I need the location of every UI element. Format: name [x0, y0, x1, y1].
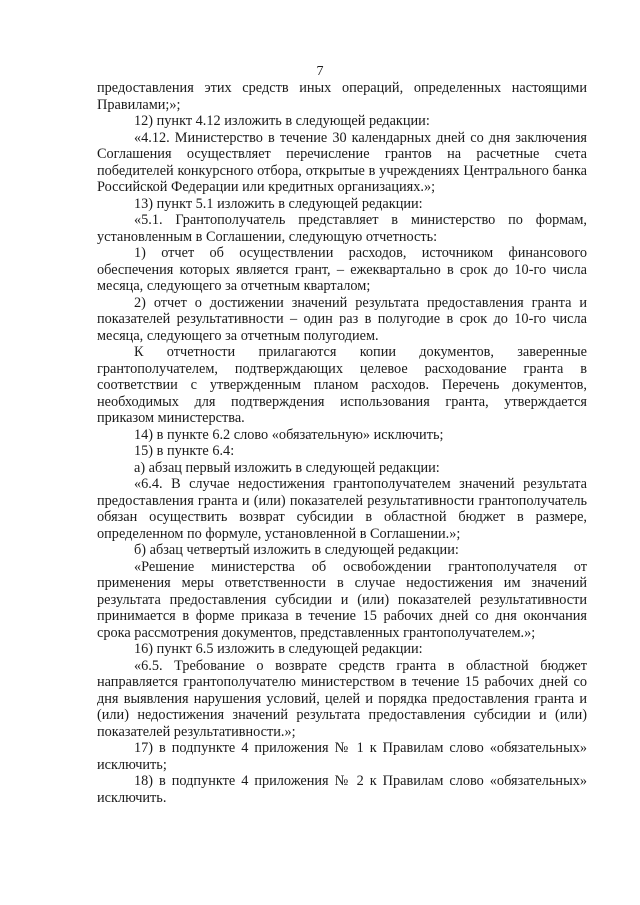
paragraph: «6.4. В случае недостижения грантополучателем значений результата предоставления гранта и (или) показателей результативности грантополучатель обязан осуществить возврат субсидии в областной бюджет в размере, определенном по формуле, установленной в Соглашении.»; — [97, 476, 587, 542]
paragraph: 2) отчет о достижении значений результата предоставления гранта и показателей результативности – один раз в полугодие в срок до 10-го числа месяца, следующего за отчетным полугодием. — [97, 294, 587, 344]
paragraph: 1) отчет об осуществлении расходов, источником финансового обеспечения которых является грант, – ежеквартально в срок до 10-го числа месяца, следующего за отчетным кварталом; — [97, 245, 587, 294]
paragraph: б) абзац четвертый изложить в следующей редакции: — [134, 542, 459, 558]
page-number: 7 — [316, 64, 324, 79]
paragraph: «Решение министерства об освобождении грантополучателя от применения меры ответственности в случае недостижения им значений результата предоставления субсидии и (или) показателей результативности принимается в форме приказа в течение 15 рабочих дней со дня окончания срока рассмотрения документов, представленных грантополучателем.»; — [97, 558, 587, 641]
paragraph: 18) в подпункте 4 приложения № 2 к Правилам слово «обязательных» исключить. — [97, 773, 587, 806]
paragraph: «5.1. Грантополучатель представляет в министерство по формам, установленным в Соглашении, следующую отчетность: — [97, 212, 587, 245]
paragraph: «4.12. Министерство в течение 30 календарных дней со дня заключения Соглашения осуществляет перечисление грантов на расчетные счета победителей конкурсного отбора, открытые в учреждениях Центрального банка Российской Федерации или кредитных организациях.»; — [97, 129, 587, 195]
paragraph: «6.5. Требование о возврате средств гранта в областной бюджет направляется грантополучателю министерством в течение 15 рабочих дней со дня выявления нарушения условий, целей и порядка предоставления гранта и (или) недостижения значений результата предоставления субсидии и (или) показателей результативности.»; — [97, 657, 587, 740]
paragraph: предоставления этих средств иных операций, определенных настоящими Правилами;»; — [97, 80, 587, 113]
paragraph: 13) пункт 5.1 изложить в следующей редакции: — [134, 195, 423, 212]
paragraph: а) абзац первый изложить в следующей редакции: — [134, 459, 440, 476]
paragraph: К отчетности прилагаются копии документов, заверенные грантополучателем, подтверждающих целевое расходование гранта в соответствии с утвержденным планом расходов. Перечень документов, необходимых для подтверждения использования гранта, утверждается приказом министерства. — [97, 344, 587, 426]
paragraph: 15) в пункте 6.4: — [134, 443, 235, 459]
paragraph: 14) в пункте 6.2 слово «обязательную» исключить; — [134, 426, 444, 443]
document-body — [97, 80, 587, 806]
paragraph: 16) пункт 6.5 изложить в следующей редакции: — [134, 641, 423, 657]
paragraph: 12) пункт 4.12 изложить в следующей редакции: — [134, 113, 430, 129]
paragraph: 17) в подпункте 4 приложения № 1 к Правилам слово «обязательных» исключить; — [97, 740, 587, 773]
